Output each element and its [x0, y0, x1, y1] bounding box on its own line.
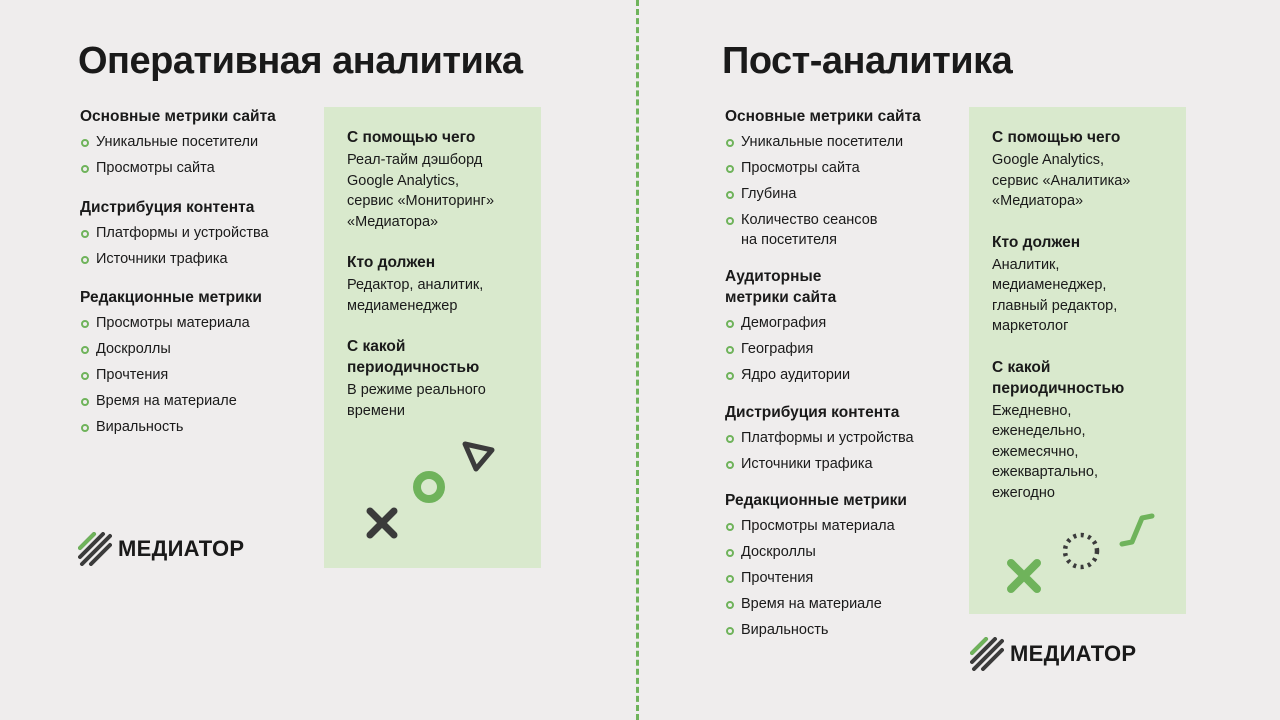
list-item-label: Ядро аудитории	[741, 367, 851, 383]
bullet-dot-icon	[726, 165, 734, 173]
list-item-label: География	[741, 341, 814, 357]
card-text: Редактор, аналитик, медиаменеджер	[347, 277, 484, 314]
list-item	[80, 340, 310, 360]
bullet-dot-icon	[81, 165, 89, 173]
card-block	[992, 232, 1166, 337]
metric-items	[80, 224, 310, 270]
card-heading: Кто должен	[992, 233, 1081, 251]
card-block	[347, 127, 521, 232]
bullet-dot-icon	[726, 320, 734, 328]
post-analytics-panel	[640, 0, 1280, 720]
list-item	[725, 543, 955, 563]
bullet-dot-icon	[81, 230, 89, 238]
list-item	[80, 418, 310, 438]
metric-group-heading: Аудиторные метрики сайта	[725, 268, 837, 306]
card-text: Реал-тайм дэшборд Google Analytics, сервис «Мониторинг» «Медиатора»	[347, 152, 495, 230]
list-item	[80, 314, 310, 334]
list-item	[725, 185, 955, 205]
bullet-dot-icon	[726, 575, 734, 583]
metric-items	[80, 314, 310, 438]
bullet-dot-icon	[726, 191, 734, 199]
list-item	[725, 211, 955, 250]
card-text: Ежедневно, еженедельно, ежемесячно, ежеквартально, ежегодно	[992, 402, 1099, 501]
metric-items	[725, 133, 955, 250]
card-heading: С какой периодичностью	[992, 358, 1125, 397]
card-text: Google Analytics, сервис «Аналитика» «Медиатора»	[992, 152, 1131, 209]
list-item	[725, 340, 955, 360]
operative-analytics-panel	[0, 0, 636, 720]
card-block	[992, 357, 1166, 504]
list-item-label: Прочтения	[96, 367, 169, 383]
list-item	[725, 621, 955, 641]
bullet-dot-icon	[81, 346, 89, 354]
list-item	[80, 366, 310, 386]
bullet-dot-icon	[81, 398, 89, 406]
list-item-label: Время на материале	[741, 596, 882, 612]
list-item-label: Платформы и устройства	[96, 224, 269, 241]
mediator-logo	[970, 637, 1136, 671]
cross-icon	[364, 505, 400, 541]
metric-group	[725, 106, 955, 250]
logo-text: МЕДИАТОР	[118, 536, 245, 561]
bullet-dot-icon	[726, 549, 734, 557]
list-item	[725, 159, 955, 179]
list-item-label: Время на материале	[96, 393, 237, 409]
metrics-list	[725, 106, 955, 657]
metric-items	[80, 133, 310, 179]
list-item	[725, 429, 955, 449]
metrics-list	[80, 106, 310, 456]
card-block	[347, 336, 521, 421]
bullet-dot-icon	[726, 435, 734, 443]
triangle-icon	[458, 436, 498, 476]
list-item-label: Просмотры сайта	[741, 160, 860, 176]
card-text: В режиме реального времени	[347, 382, 486, 419]
list-item-label: Виральность	[96, 419, 184, 435]
list-item-label: Уникальные посетители	[96, 134, 259, 150]
list-item	[725, 314, 955, 334]
list-item-label: Платформы и устройства	[741, 429, 914, 446]
ring-icon	[410, 468, 448, 506]
card-heading: Кто должен	[347, 254, 436, 271]
bullet-dot-icon	[726, 461, 734, 469]
list-item-label: Просмотры сайта	[96, 160, 215, 176]
card-block	[347, 252, 521, 316]
metric-group-heading: Основные метрики сайта	[80, 108, 276, 125]
metric-group	[725, 490, 955, 641]
metric-group-heading: Редакционные метрики	[725, 492, 907, 509]
metric-group	[80, 197, 310, 270]
list-item	[725, 517, 955, 537]
list-item	[725, 455, 955, 475]
bullet-dot-icon	[81, 372, 89, 380]
list-item	[725, 366, 955, 386]
metric-group-heading: Дистрибуция контента	[725, 403, 900, 421]
list-item-label: Демография	[741, 315, 827, 331]
card-heading: С помощью чего	[992, 129, 1121, 146]
card-heading: С какой периодичностью	[347, 338, 480, 376]
page-title: Пост-аналитика	[722, 40, 1013, 82]
metric-group	[725, 402, 955, 475]
cross-icon	[1004, 556, 1044, 596]
page-title: Оперативная аналитика	[78, 40, 523, 82]
metric-group	[725, 266, 955, 386]
list-item-label: Количество сеансов на посетителя	[741, 212, 878, 248]
zigzag-icon	[1118, 510, 1158, 550]
bullet-dot-icon	[726, 346, 734, 354]
card-heading: С помощью чего	[347, 129, 476, 146]
list-item-label: Глубина	[741, 186, 797, 202]
bullet-dot-icon	[81, 139, 89, 147]
list-item-label: Уникальные посетители	[741, 134, 904, 150]
list-item-label: Доскроллы	[96, 341, 171, 357]
metric-group	[80, 287, 310, 438]
list-item	[80, 392, 310, 412]
bullet-dot-icon	[81, 256, 89, 264]
card-text: Аналитик, медиаменеджер, главный редактор, маркетолог	[992, 256, 1118, 334]
logo-text: МЕДИАТОР	[1010, 641, 1137, 666]
list-item	[80, 224, 310, 244]
list-item	[725, 569, 955, 589]
bullet-dot-icon	[726, 627, 734, 635]
bullet-dot-icon	[726, 523, 734, 531]
bullet-dot-icon	[726, 601, 734, 609]
list-item	[725, 595, 955, 615]
metric-group	[80, 106, 310, 179]
stripes-logo-icon	[970, 637, 1004, 671]
list-item-label: Источники трафика	[741, 455, 873, 472]
list-item-label: Виральность	[741, 622, 829, 638]
dotted-circle-icon	[1060, 530, 1102, 572]
metric-group-heading: Редакционные метрики	[80, 289, 262, 306]
list-item-label: Просмотры материала	[741, 518, 895, 534]
list-item-label: Прочтения	[741, 570, 814, 586]
bullet-dot-icon	[81, 424, 89, 432]
metric-items	[725, 314, 955, 386]
metric-group-heading: Основные метрики сайта	[725, 108, 921, 125]
dashed-divider	[636, 0, 639, 720]
card-block	[992, 127, 1166, 212]
bullet-dot-icon	[81, 320, 89, 328]
bullet-dot-icon	[726, 372, 734, 380]
list-item	[725, 133, 955, 153]
bullet-dot-icon	[726, 139, 734, 147]
list-item-label: Доскроллы	[741, 544, 816, 560]
list-item	[80, 133, 310, 153]
list-item	[80, 159, 310, 179]
list-item-label: Просмотры материала	[96, 315, 250, 331]
bullet-dot-icon	[726, 217, 734, 225]
metric-items	[725, 517, 955, 641]
list-item-label: Источники трафика	[96, 250, 228, 267]
metric-items	[725, 429, 955, 475]
stripes-logo-icon	[78, 532, 112, 566]
mediator-logo	[78, 532, 244, 566]
metric-group-heading: Дистрибуция контента	[80, 198, 255, 216]
list-item	[80, 250, 310, 270]
